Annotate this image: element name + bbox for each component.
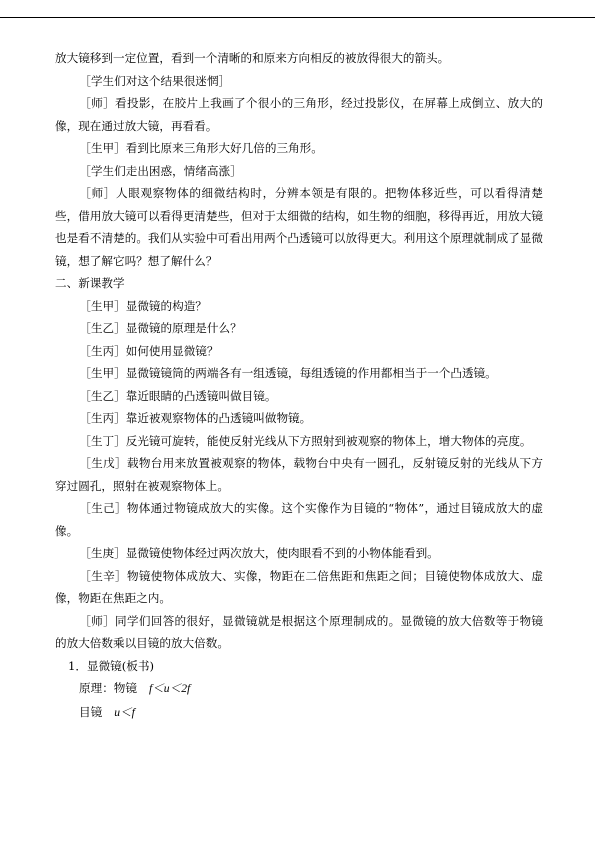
paragraph: ［生乙］显微镜的原理是什么？ — [79, 321, 242, 335]
paragraph: ［师］同学们回答的很好，显微镜就是根据这个原理制成的。显微镜的放大倍数等于物镜的放大倍数乘以目镜的放大倍数。 — [55, 613, 543, 650]
formula-eyepiece — [55, 701, 543, 725]
paragraph: 1．显微镜(板书) — [68, 658, 154, 673]
formula-objective-expr: f＜u＜2f — [148, 682, 191, 695]
paragraph-list — [55, 47, 543, 677]
paragraph: ［师］看投影，在胶片上我画了个很小的三角形，经过投影仪，在屏幕上成倒立、放大的像，现在通过放大镜，再看看。 — [55, 96, 543, 133]
paragraph: ［生己］物体通过物镜成放大的实像。这个实像作为目镜的“物体”，通过目镜成放大的虚像。 — [55, 501, 543, 538]
paragraph: ［生丁］反光镜可旋转，能使反射光线从下方照射到被观察的物体上，增大物体的亮度。 — [79, 433, 532, 448]
formula-objective-label: 原理：物镜 — [79, 681, 137, 695]
paragraph: ［学生们对这个结果很迷惘］ — [79, 73, 231, 88]
paragraph: ［生戊］载物台用来放置被观察的物体，载物台中央有一圆孔，反射镜反射的光线从下方穿过圆孔，照射在被观察物体上。 — [55, 456, 543, 493]
paragraph: ［生甲］显微镜镜筒的两端各有一组透镜，每组透镜的作用都相当于一个凸透镜。 — [79, 366, 497, 380]
paragraph: ［生乙］靠近眼睛的凸透镜叫做目镜。 — [79, 388, 277, 403]
formula-eyepiece-expr: u＜f — [114, 705, 135, 719]
formula-objective — [55, 677, 543, 701]
paragraph: ［学生们走出困惑，情绪高涨］ — [79, 163, 242, 178]
formula-eyepiece-label: 目镜 — [79, 704, 103, 719]
paragraph: ［生辛］物镜使物体成放大、实像，物距在二倍焦距和焦距之间；目镜使物体成放大、虚像，物距在焦距之内。 — [55, 568, 543, 605]
paragraph: ［生甲］显微镜的构造？ — [79, 298, 207, 313]
paragraph: ［生丙］靠近被观察物体的凸透镜叫做物镜。 — [79, 411, 312, 425]
paragraph: ［师］人眼观察物体的细微结构时，分辨本领是有限的。把物体移近些，可以看得清楚些，借用放大镜可以看得更清楚些，但对于太细微的结构，如生物的细胞，移得再近，用放大镜也是看不清楚的。我们从实验中可看出用两个凸透镜可以放得更大。利用这个原理就制成了显微镜，想了解它吗？想了解什么？ — [55, 186, 543, 268]
document-body — [55, 47, 543, 724]
paragraph: ［生丙］如何使用显微镜？ — [79, 343, 219, 358]
paragraph: ［生甲］看到比原来三角形大好几倍的三角形。 — [79, 141, 323, 155]
paragraph: ［生庚］显微镜使物体经过两次放大，使肉眼看不到的小物体能看到。 — [79, 546, 439, 560]
paragraph: 二、新课教学 — [55, 276, 125, 290]
paragraph: 放大镜移到一定位置，看到一个清晰的和原来方向相反的被放得很大的箭头。 — [55, 51, 450, 65]
header-rule — [0, 17, 595, 18]
